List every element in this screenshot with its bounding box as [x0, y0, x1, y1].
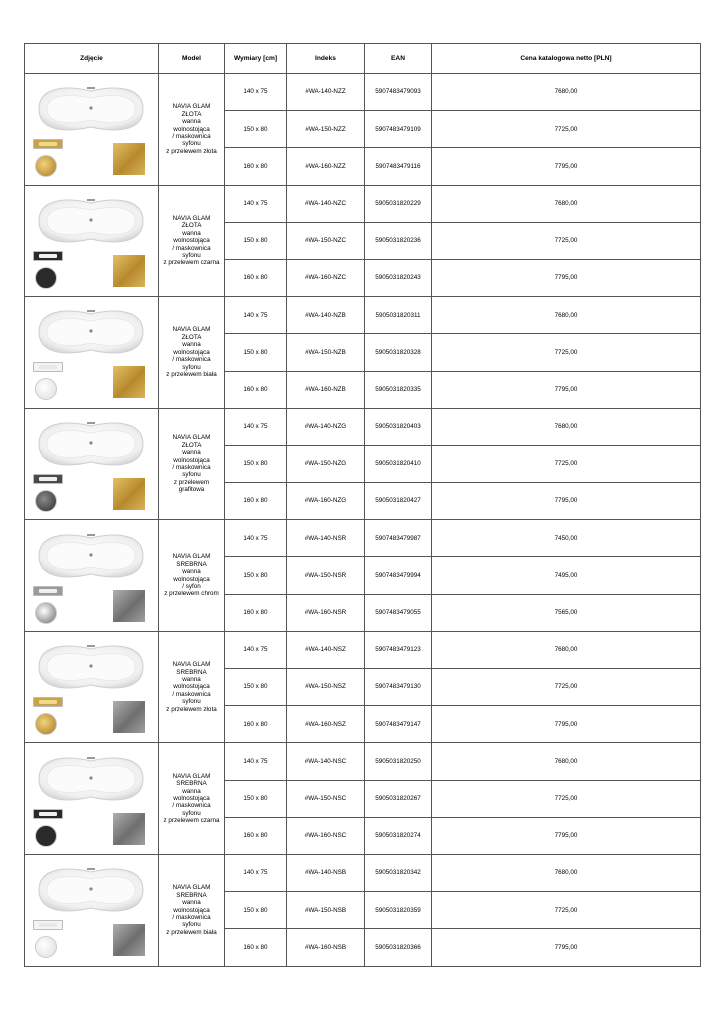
ean-cell: 5907483479987 — [365, 520, 432, 557]
model-line: / maskownica — [172, 690, 211, 698]
index-cell: #WA-140-NSR — [287, 520, 365, 557]
ean-cell: 5905031820359 — [365, 892, 432, 929]
ean-cell: 5905031820311 — [365, 297, 432, 334]
drain-cover-image — [35, 936, 57, 958]
model-line: / syfon — [182, 582, 201, 590]
model-cell — [159, 408, 225, 520]
model-line: wanna — [182, 229, 201, 237]
dimensions-cell: 160 x 80 — [225, 594, 287, 631]
finish-swatch-image — [113, 366, 145, 398]
price-cell: 7680,00 — [432, 743, 701, 780]
ean-cell: 5905031820403 — [365, 408, 432, 445]
finish-swatch-image — [113, 813, 145, 845]
model-cell — [159, 631, 225, 743]
index-cell: #WA-140-NZZ — [287, 74, 365, 111]
ean-cell: 5905031820328 — [365, 334, 432, 371]
model-line: wolnostojąca — [173, 906, 210, 914]
bathtub-image — [35, 81, 147, 137]
ean-cell: 5907483479055 — [365, 594, 432, 631]
overflow-plate-image — [33, 474, 63, 484]
index-cell: #WA-140-NSZ — [287, 631, 365, 668]
bathtub-image — [35, 751, 147, 807]
model-line: NAVIA GLAM — [172, 772, 211, 780]
model-line: z przelewem czarna — [163, 259, 220, 267]
drain-cover-image — [35, 602, 57, 624]
index-cell: #WA-160-NSZ — [287, 706, 365, 743]
model-line: SREBRNA — [176, 891, 207, 899]
model-line: wanna — [182, 568, 201, 576]
model-line: SREBRNA — [176, 560, 207, 568]
model-line: NAVIA GLAM — [172, 884, 211, 892]
model-line: SREBRNA — [176, 668, 207, 676]
price-cell: 7795,00 — [432, 371, 701, 408]
index-cell: #WA-160-NZZ — [287, 148, 365, 185]
table-row — [25, 297, 701, 334]
index-cell: #WA-150-NZC — [287, 222, 365, 259]
price-cell: 7725,00 — [432, 445, 701, 482]
ean-cell: 5907483479123 — [365, 631, 432, 668]
product-photo-cell — [25, 854, 159, 966]
model-line: / maskownica — [172, 802, 211, 810]
model-line: z przelewem biała — [166, 370, 217, 378]
product-photo — [27, 298, 157, 406]
bathtub-image — [35, 862, 147, 918]
header-dimensions: Wymiary [cm] — [225, 44, 287, 74]
model-line: syfonu — [182, 921, 201, 929]
model-line: wolnostojąca — [173, 348, 210, 356]
ean-cell: 5907483479093 — [365, 74, 432, 111]
model-line: / maskownica — [172, 913, 211, 921]
model-cell — [159, 297, 225, 409]
model-line: syfonu — [182, 809, 201, 817]
index-cell: #WA-160-NZG — [287, 483, 365, 520]
ean-cell: 5907483479109 — [365, 111, 432, 148]
model-line: / maskownica — [172, 356, 211, 364]
model-cell — [159, 74, 225, 186]
price-cell: 7795,00 — [432, 706, 701, 743]
index-cell: #WA-140-NZB — [287, 297, 365, 334]
price-cell: 7495,00 — [432, 557, 701, 594]
model-line: NAVIA GLAM — [172, 214, 211, 222]
model-line: wolnostojąca — [173, 683, 210, 691]
header-index: Indeks — [287, 44, 365, 74]
dimensions-cell: 160 x 80 — [225, 148, 287, 185]
ean-cell: 5907483479116 — [365, 148, 432, 185]
model-line: syfonu — [182, 471, 201, 479]
overflow-plate-image — [33, 251, 63, 261]
index-cell: #WA-150-NZG — [287, 445, 365, 482]
dimensions-cell: 150 x 80 — [225, 334, 287, 371]
overflow-plate-image — [33, 586, 63, 596]
dimensions-cell: 160 x 80 — [225, 817, 287, 854]
model-line: / maskownica — [172, 244, 211, 252]
model-line: z przelewem czarna — [163, 817, 220, 825]
drain-cover-image — [35, 155, 57, 177]
ean-cell: 5905031820243 — [365, 259, 432, 296]
model-line: z przelewem chrom — [164, 590, 219, 598]
dimensions-cell: 150 x 80 — [225, 222, 287, 259]
model-line: SREBRNA — [176, 780, 207, 788]
header-model: Model — [159, 44, 225, 74]
ean-cell: 5905031820236 — [365, 222, 432, 259]
product-photo — [27, 856, 157, 964]
index-cell: #WA-140-NSC — [287, 743, 365, 780]
model-line: ZŁOTA — [181, 333, 202, 341]
table-row — [25, 743, 701, 780]
dimensions-cell: 140 x 75 — [225, 520, 287, 557]
finish-swatch-image — [113, 143, 145, 175]
index-cell: #WA-150-NSR — [287, 557, 365, 594]
dimensions-cell: 150 x 80 — [225, 669, 287, 706]
finish-swatch-image — [113, 924, 145, 956]
dimensions-cell: 140 x 75 — [225, 743, 287, 780]
model-line: NAVIA GLAM — [172, 434, 211, 442]
ean-cell: 5905031820250 — [365, 743, 432, 780]
finish-swatch-image — [113, 255, 145, 287]
price-cell: 7795,00 — [432, 483, 701, 520]
table-row — [25, 185, 701, 222]
product-photo-cell — [25, 743, 159, 855]
model-line: NAVIA GLAM — [172, 661, 211, 669]
index-cell: #WA-150-NZZ — [287, 111, 365, 148]
model-cell — [159, 185, 225, 297]
model-line: wanna — [182, 341, 201, 349]
ean-cell: 5905031820274 — [365, 817, 432, 854]
dimensions-cell: 150 x 80 — [225, 780, 287, 817]
ean-cell: 5905031820267 — [365, 780, 432, 817]
model-line: wolnostojąca — [173, 794, 210, 802]
price-cell: 7725,00 — [432, 780, 701, 817]
index-cell: #WA-150-NZB — [287, 334, 365, 371]
model-line: wolnostojąca — [173, 125, 210, 133]
model-line: / maskownica — [172, 463, 211, 471]
index-cell: #WA-150-NSC — [287, 780, 365, 817]
ean-cell: 5905031820342 — [365, 854, 432, 891]
price-cell: 7795,00 — [432, 259, 701, 296]
table-row — [25, 520, 701, 557]
product-photo — [27, 745, 157, 853]
product-photo-cell — [25, 520, 159, 632]
price-cell: 7680,00 — [432, 185, 701, 222]
price-cell: 7795,00 — [432, 817, 701, 854]
index-cell: #WA-140-NZC — [287, 185, 365, 222]
model-line: grafitowa — [178, 486, 205, 494]
drain-cover-image — [35, 267, 57, 289]
model-line: wanna — [182, 449, 201, 457]
ean-cell: 5907483479130 — [365, 669, 432, 706]
model-line: wolnostojąca — [173, 575, 210, 583]
drain-cover-image — [35, 825, 57, 847]
dimensions-cell: 140 x 75 — [225, 854, 287, 891]
model-line: z przelewem złota — [166, 705, 217, 713]
model-line: ZŁOTA — [181, 110, 202, 118]
model-line: z przelewem biała — [166, 928, 217, 936]
price-cell: 7680,00 — [432, 631, 701, 668]
index-cell: #WA-150-NSZ — [287, 669, 365, 706]
index-cell: #WA-160-NSB — [287, 929, 365, 966]
model-line: syfonu — [182, 251, 201, 259]
price-cell: 7450,00 — [432, 520, 701, 557]
bathtub-image — [35, 639, 147, 695]
bathtub-image — [35, 416, 147, 472]
product-photo-cell — [25, 631, 159, 743]
price-cell: 7680,00 — [432, 297, 701, 334]
ean-cell: 5905031820229 — [365, 185, 432, 222]
ean-cell: 5907483479994 — [365, 557, 432, 594]
dimensions-cell: 140 x 75 — [225, 631, 287, 668]
ean-cell: 5905031820410 — [365, 445, 432, 482]
dimensions-cell: 160 x 80 — [225, 259, 287, 296]
overflow-plate-image — [33, 697, 63, 707]
finish-swatch-image — [113, 701, 145, 733]
finish-swatch-image — [113, 590, 145, 622]
table-row — [25, 854, 701, 891]
model-line: NAVIA GLAM — [172, 103, 211, 111]
table-row — [25, 408, 701, 445]
ean-cell: 5905031820335 — [365, 371, 432, 408]
price-table — [24, 43, 701, 967]
dimensions-cell: 160 x 80 — [225, 483, 287, 520]
model-line: wanna — [182, 675, 201, 683]
model-line: syfonu — [182, 140, 201, 148]
price-cell: 7680,00 — [432, 408, 701, 445]
dimensions-cell: 160 x 80 — [225, 371, 287, 408]
model-line: wolnostojąca — [173, 456, 210, 464]
index-cell: #WA-160-NZC — [287, 259, 365, 296]
price-cell: 7725,00 — [432, 892, 701, 929]
header-price: Cena katalogowa netto [PLN] — [432, 44, 701, 74]
index-cell: #WA-140-NSB — [287, 854, 365, 891]
finish-swatch-image — [113, 478, 145, 510]
dimensions-cell: 150 x 80 — [225, 892, 287, 929]
product-photo-cell — [25, 185, 159, 297]
price-cell: 7725,00 — [432, 334, 701, 371]
model-line: z przelewem złota — [166, 147, 217, 155]
index-cell: #WA-160-NSC — [287, 817, 365, 854]
header-ean: EAN — [365, 44, 432, 74]
model-line: wolnostojąca — [173, 237, 210, 245]
bathtub-image — [35, 193, 147, 249]
product-photo — [27, 522, 157, 630]
price-cell: 7725,00 — [432, 669, 701, 706]
ean-cell: 5905031820366 — [365, 929, 432, 966]
price-cell: 7565,00 — [432, 594, 701, 631]
model-line: NAVIA GLAM — [172, 553, 211, 561]
bathtub-image — [35, 528, 147, 584]
overflow-plate-image — [33, 362, 63, 372]
table-row — [25, 74, 701, 111]
product-photo — [27, 187, 157, 295]
product-photo-cell — [25, 297, 159, 409]
product-photo-cell — [25, 74, 159, 186]
model-line: syfonu — [182, 698, 201, 706]
index-cell: #WA-160-NSR — [287, 594, 365, 631]
drain-cover-image — [35, 713, 57, 735]
table-row — [25, 631, 701, 668]
model-cell — [159, 520, 225, 632]
overflow-plate-image — [33, 920, 63, 930]
product-photo — [27, 633, 157, 741]
price-cell: 7725,00 — [432, 111, 701, 148]
model-line: wanna — [182, 118, 201, 126]
dimensions-cell: 160 x 80 — [225, 706, 287, 743]
product-photo — [27, 410, 157, 518]
price-cell: 7725,00 — [432, 222, 701, 259]
model-line: syfonu — [182, 363, 201, 371]
header-photo: Zdjęcie — [25, 44, 159, 74]
overflow-plate-image — [33, 809, 63, 819]
model-line: wanna — [182, 787, 201, 795]
model-line: ZŁOTA — [181, 441, 202, 449]
price-cell: 7795,00 — [432, 148, 701, 185]
dimensions-cell: 150 x 80 — [225, 557, 287, 594]
product-photo-cell — [25, 408, 159, 520]
index-cell: #WA-140-NZG — [287, 408, 365, 445]
dimensions-cell: 140 x 75 — [225, 297, 287, 334]
model-line: NAVIA GLAM — [172, 326, 211, 334]
model-line: / maskownica — [172, 132, 211, 140]
model-cell — [159, 854, 225, 966]
price-cell: 7680,00 — [432, 74, 701, 111]
drain-cover-image — [35, 490, 57, 512]
model-line: wanna — [182, 899, 201, 907]
index-cell: #WA-150-NSB — [287, 892, 365, 929]
ean-cell: 5905031820427 — [365, 483, 432, 520]
overflow-plate-image — [33, 139, 63, 149]
dimensions-cell: 150 x 80 — [225, 111, 287, 148]
header-row — [25, 44, 701, 74]
dimensions-cell: 160 x 80 — [225, 929, 287, 966]
dimensions-cell: 140 x 75 — [225, 408, 287, 445]
product-photo — [27, 75, 157, 183]
price-cell: 7795,00 — [432, 929, 701, 966]
model-cell — [159, 743, 225, 855]
dimensions-cell: 140 x 75 — [225, 74, 287, 111]
model-line: z przelewem — [173, 478, 210, 486]
dimensions-cell: 150 x 80 — [225, 445, 287, 482]
dimensions-cell: 140 x 75 — [225, 185, 287, 222]
index-cell: #WA-160-NZB — [287, 371, 365, 408]
drain-cover-image — [35, 378, 57, 400]
bathtub-image — [35, 304, 147, 360]
ean-cell: 5907483479147 — [365, 706, 432, 743]
model-line: ZŁOTA — [181, 222, 202, 230]
price-cell: 7680,00 — [432, 854, 701, 891]
